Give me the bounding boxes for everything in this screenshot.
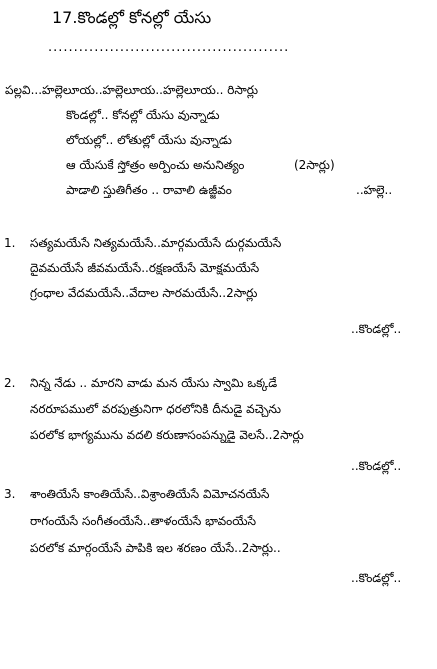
verse-line: శాంతియేసే కాంతియేసే..విశ్రాంతియేసే విమోచనయేసే (30, 487, 270, 501)
verse-line: నిన్న నేడు .. మారని వాడు మన యేసు స్వామి ఒక్కడే (30, 376, 278, 390)
verse-line: గ్రంధాల వేదమయేసే..వేదాల సారమయేసే..2సార్లు (30, 286, 258, 300)
pallavi-line-4: ఆ యేసుకే స్తోత్రం అర్పించు అనునిత్యం (66, 158, 245, 172)
verse-line: పరలోక మార్గంయేసే పాపికి ఇల శరణం యేసే..2సార్లు.. (30, 541, 281, 555)
song-title: 17.కొండల్లో కోనల్లో యేసు (52, 8, 212, 27)
verse-refrain-cue: ..కొండల్లో.. (351, 571, 402, 585)
pallavi-repeat-note: (2సార్లు) (294, 158, 335, 172)
pallavi-line-2: కొండల్లో.. కోనల్లో యేసు వున్నాడు (66, 108, 220, 122)
verse-line: పరలోక భాగ్యమును వదలి కరుణాసంపన్నుడై వెలసే..2సార్లు (30, 428, 304, 442)
pallavi-line-3: లోయల్లో.. లోతుల్లో యేసు వున్నాడు (66, 133, 232, 147)
verse-number: 1. (4, 236, 16, 250)
verse-line: రాగంయేసే సంగీతంయేసే..తాళంయేసే భావంయేసే (30, 514, 257, 528)
verse-refrain-cue: ..కొండల్లో.. (351, 459, 402, 473)
verse-refrain-cue: ..కొండల్లో.. (351, 322, 402, 336)
pallavi-line-1: పల్లవి...హల్లెలూయ..హల్లెలూయ..హల్లెలూయ.. రిసార్లు (5, 83, 259, 97)
pallavi-refrain-cue: ..హల్లె.. (356, 183, 393, 197)
pallavi-line-5: పాడాలి స్తుతిగీతం .. రావాలి ఉజ్జీవం (66, 183, 232, 197)
dotted-separator: ............................................... (48, 40, 290, 55)
verse-number: 2. (4, 376, 16, 390)
verse-line: నరరూపములో వరపుత్రునిగా ధరలోనికి దీనుడై వచ్చెను (30, 402, 282, 416)
verse-number: 3. (4, 487, 16, 501)
verse-line: దైవమయేసే జీవమయేసే..రక్షణయేసే మోక్షమయేసే (30, 261, 260, 275)
verse-line: సత్యమయేసే నిత్యమయేసే..మార్గమయేసే దుర్గమయేసే (30, 236, 282, 250)
